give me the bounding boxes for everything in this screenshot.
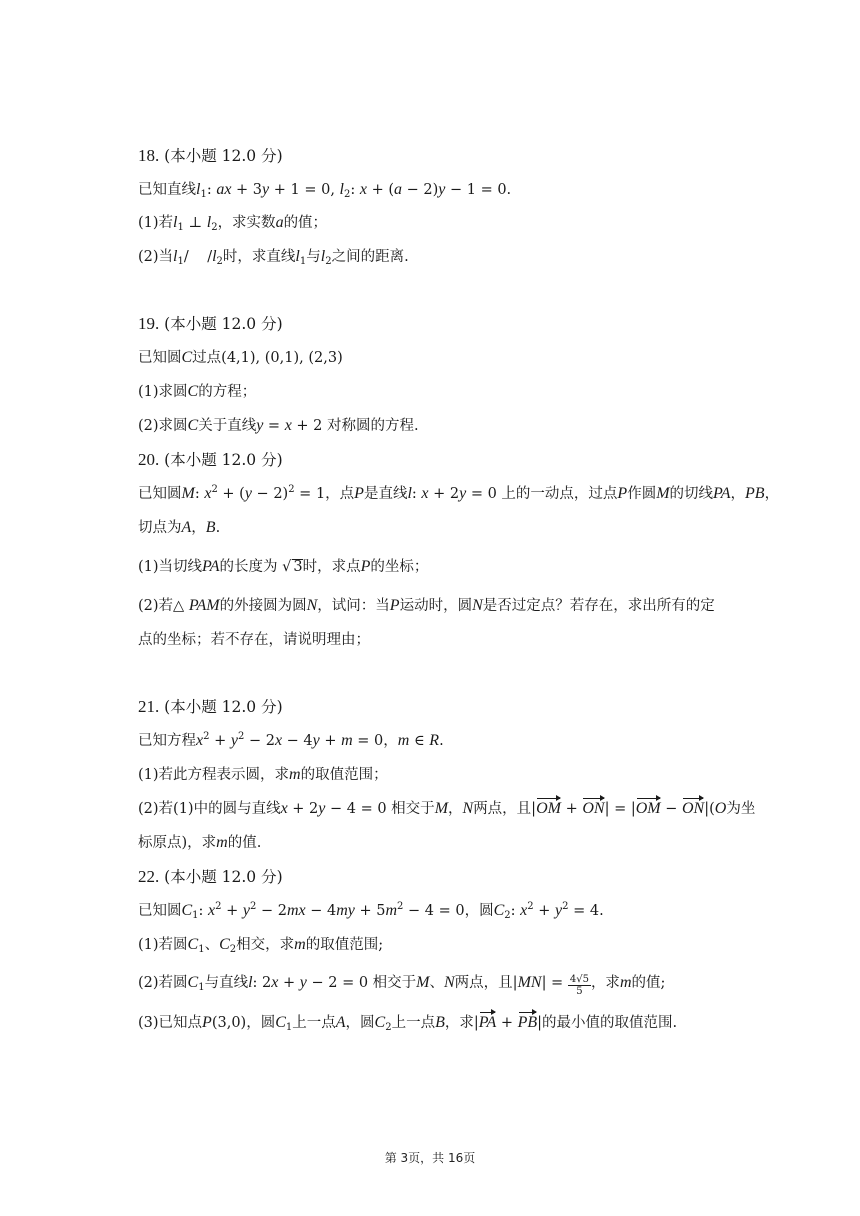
- q20-heading: 20. (本小题 12.0 分): [138, 450, 283, 469]
- q20-stem-line2: 切点为A，B.: [138, 519, 221, 536]
- q18-stem: 已知直线$l_1$: ax + 3y + 1 = 0, $l_2$: x + (a − 2)y − 1 = 0.: [138, 181, 512, 200]
- q22-heading: 22. (本小题 12.0 分): [138, 867, 283, 886]
- page-footer: 第 3页，共 16页: [384, 1151, 476, 1165]
- q18-heading: 18. (本小题 12.0 分): [138, 146, 283, 165]
- q20-stem-line1: 已知圆M: $x^2 + (y - 2)^2 = 1$，点P是直线l: x + 2y = 0 上的一动点，过点P作圆M的切线PA，PB，: [138, 484, 780, 502]
- q18-part1: (1)若$l_1$ ⊥ $l_2$，求实数a的值；: [138, 214, 328, 233]
- q19-part2: (2)求圆C关于直线y = x + 2 对称圆的方程.: [138, 417, 419, 434]
- q20-part2-line1: (2)若△ PAM的外接圆为圆N，试问：当P运动时，圆N是否过定点？若存在，求出所有的定: [138, 597, 715, 614]
- q19-heading: 19. (本小题 12.0 分): [138, 314, 283, 333]
- q21-stem: 已知方程$x^2 + y^2 - 2x - 4y + m = 0$，m ∈ R.: [138, 731, 444, 749]
- q18-part2: (2)当$l_1/$ $/l_2$时，求直线$l_1$与$l_2$之间的距离.: [138, 248, 409, 267]
- q20-part2-line2: 点的坐标；若不存在，请说明理由；: [138, 632, 370, 648]
- q22-stem: 已知圆$C_1$: $x^2 + y^2 - 2mx - 4my + 5m^2 - 4 = 0$，圆$C_2$: $x^2 + y^2 = 4$.: [138, 901, 604, 921]
- q21-part2-line2: 标原点)，求m的值.: [138, 834, 262, 851]
- q21-part1: (1)若此方程表示圆，求m的取值范围；: [138, 766, 388, 783]
- q22-part2: (2)若圆$C_1$与直线l: 2x + y − 2 = 0 相交于M、N两点，且|MN| = $\frac{4√5}{5}$ ，求m的值;: [138, 974, 666, 997]
- q19-stem: 已知圆C过点(4,1), (0,1), (2,3): [138, 349, 343, 366]
- q22-part1: (1)若圆$C_1$、$C_2$相交，求m的取值范围;: [138, 936, 384, 955]
- q21-part2-line1: (2)若(1)中的圆与直线x + 2y − 4 = 0 相交于M，N两点，且|OM + ON| = |OM − ON|(O为坐: [138, 800, 756, 817]
- q19-part1: (1)求圆C的方程；: [138, 383, 257, 400]
- q20-part1: (1)当切线PA的长度为 √ 3时，求点P的坐标；: [138, 558, 429, 575]
- q22-part3: (3)已知点P(3,0)，圆$C_1$上一点A，圆$C_2$上一点B，求|PA + PB|的最小值的取值范围.: [138, 1014, 678, 1033]
- q21-heading: 21. (本小题 12.0 分): [138, 697, 283, 716]
